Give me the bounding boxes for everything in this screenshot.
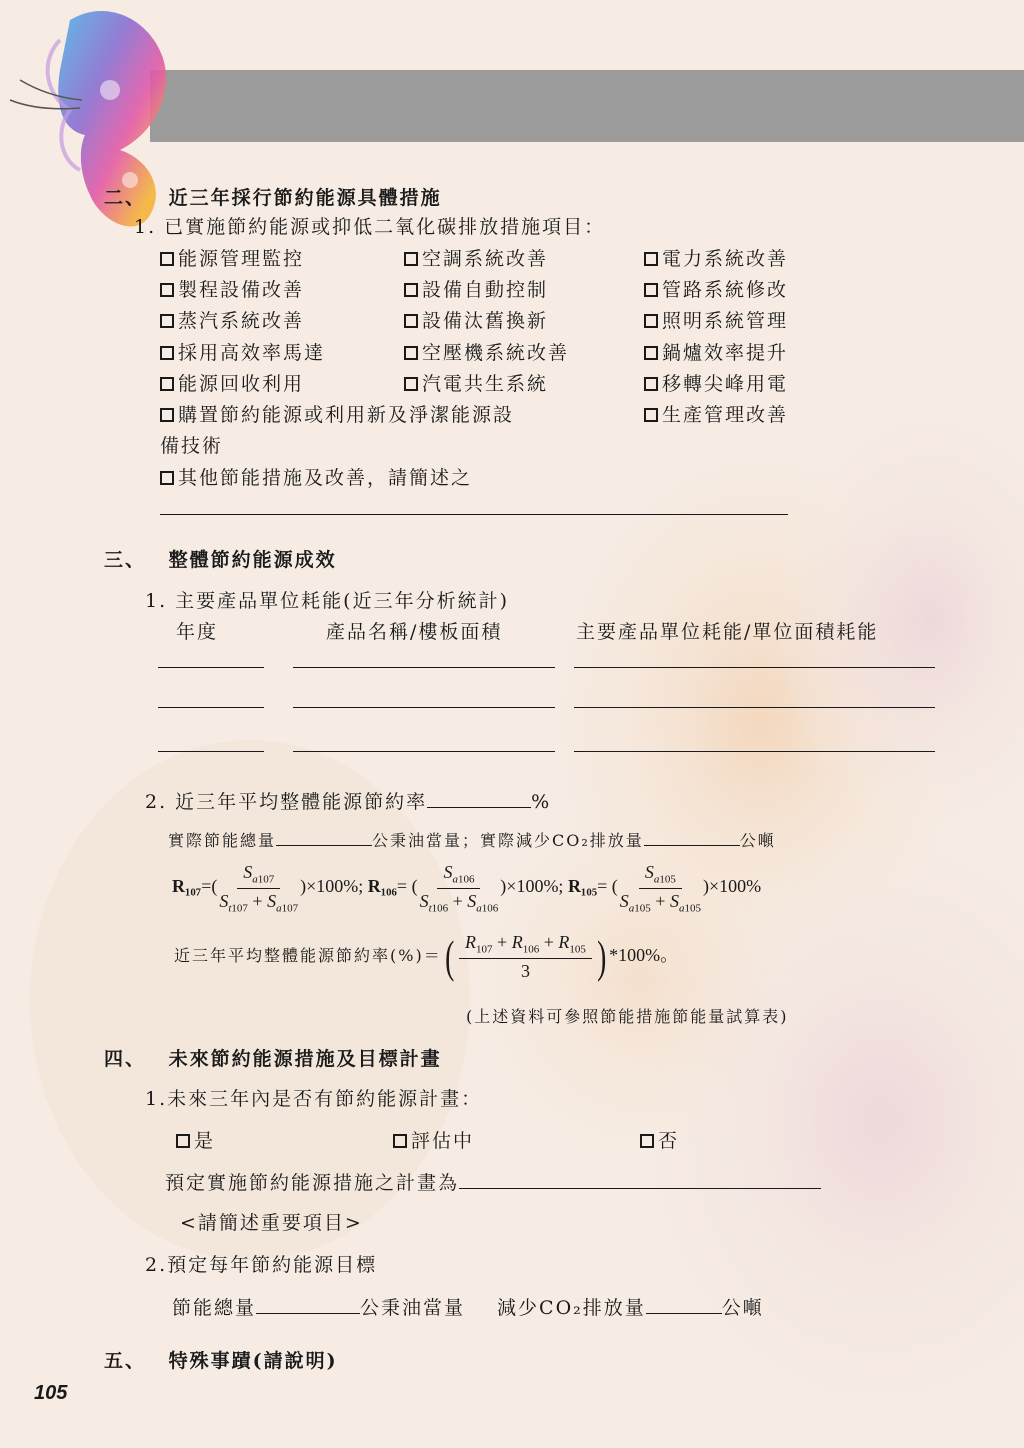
checkbox-icon[interactable]	[404, 314, 418, 328]
s3-item2: 2. 近三年平均整體能源節約率 %	[145, 791, 552, 813]
checkbox-icon[interactable]	[160, 377, 174, 391]
checkbox-option[interactable]: 電力系統改善	[644, 244, 788, 271]
checkbox-option[interactable]: 設備自動控制	[404, 275, 548, 302]
section-2-heading	[104, 183, 442, 210]
checkbox-icon[interactable]	[404, 283, 418, 297]
checkbox-option[interactable]: 空調系統改善	[404, 244, 548, 271]
product-input[interactable]	[293, 667, 555, 668]
checkbox-icon[interactable]	[160, 346, 174, 360]
product-input[interactable]	[293, 707, 555, 708]
s2-item1: 1. 已實施節約能源或抑低二氧化碳排放措施項目：	[134, 216, 606, 238]
checkbox-option[interactable]: 能源回收利用	[160, 369, 304, 396]
plan-evaluating-option[interactable]: 評估中	[393, 1126, 474, 1153]
year-input[interactable]	[158, 667, 264, 668]
s3-item1: 1. 主要產品單位耗能(近三年分析統計)	[145, 590, 509, 612]
checkbox-option[interactable]: 汽電共生系統	[404, 369, 548, 396]
year-input[interactable]	[158, 707, 264, 708]
average-rate-formula: 近三年平均整體能源節約率(%)＝( $\frac{R_{107} + R_{106} + R_{105}}{3}$ ) *100%。	[174, 930, 679, 982]
saving-rate-input[interactable]	[427, 793, 531, 808]
plan-hint: <請簡述重要項目>	[180, 1212, 363, 1234]
page-number: 105	[34, 1382, 68, 1404]
plan-description-line: 預定實施節約能源措施之計畫為	[165, 1168, 821, 1195]
checkbox-option[interactable]: 生產管理改善	[644, 400, 788, 427]
checkbox-icon[interactable]	[176, 1134, 190, 1148]
checkbox-option[interactable]: 蒸汽系統改善	[160, 306, 304, 333]
checkbox-icon[interactable]	[404, 377, 418, 391]
energy-input[interactable]	[574, 751, 935, 752]
checkbox-icon[interactable]	[160, 314, 174, 328]
product-input[interactable]	[293, 751, 555, 752]
checkbox-icon[interactable]	[644, 283, 658, 297]
column-header-energy: 主要產品單位耗能/單位面積耗能	[576, 621, 879, 643]
section-5-heading	[104, 1346, 338, 1373]
section-3-heading	[104, 545, 337, 572]
column-header-year: 年度	[176, 621, 219, 643]
checkbox-option[interactable]: 管路系統修改	[644, 275, 788, 302]
r105-fraction: $\frac{S_{a105}}{S_{a105} + S_{a105}}$	[619, 862, 701, 915]
r105-label: R₁₀₅	[567, 876, 598, 897]
average-fraction: $\frac{R_{107} + R_{106} + R_{105}}{3}$	[459, 932, 592, 982]
section-4-title: 未來節約能源措施及目標計畫	[168, 1048, 442, 1070]
checkbox-icon[interactable]	[160, 471, 174, 485]
checkbox-option[interactable]: 移轉尖峰用電	[644, 369, 788, 396]
section-4-number: 四、	[104, 1048, 147, 1070]
checkbox-option[interactable]: 照明系統管理	[644, 306, 788, 333]
r107-fraction: $\frac{S_{a107}}{S_{t107} + S_{a107}}$	[219, 862, 299, 915]
checkbox-icon[interactable]	[404, 346, 418, 360]
plan-description-input[interactable]	[459, 1174, 821, 1189]
r107-label: R₁₀₇	[172, 876, 202, 897]
checkbox-icon[interactable]	[393, 1134, 407, 1148]
checkbox-icon[interactable]	[644, 346, 658, 360]
target-savings-input[interactable]	[256, 1299, 360, 1314]
s4-item1: 1.未來三年內是否有節約能源計畫：	[145, 1088, 483, 1110]
checkbox-icon[interactable]	[160, 283, 174, 297]
energy-input[interactable]	[574, 667, 935, 668]
checkbox-icon[interactable]	[160, 408, 174, 422]
section-2-title: 近三年採行節約能源具體措施	[168, 187, 442, 209]
annual-target-line: 節能總量 公秉油當量 減少CO₂排放量 公噸	[172, 1297, 764, 1319]
checkbox-option[interactable]: 空壓機系統改善	[404, 338, 569, 365]
reference-note: (上述資料可參照節能措施節能量試算表)	[466, 1007, 789, 1026]
checkbox-option-other[interactable]: 其他節能措施及改善，請簡述之	[160, 463, 472, 490]
target-co2-input[interactable]	[646, 1299, 722, 1314]
section-3-title: 整體節約能源成效	[168, 549, 337, 571]
s4-item2: 2.預定每年節約能源目標	[145, 1254, 378, 1276]
saving-rate-formula: R₁₀₇=( $\frac{S_{a107}}{S_{t107} + S_{a107}}$ )×100%; R₁₀₆= ( $\frac{S_{a106}}{S_{t106} + S_{a106}}$ )×100%; R₁₀₅= ( $\frac{S_{a105}}{S_{a105} + S_{a105}}$ )×100%	[172, 862, 762, 915]
checkbox-option[interactable]: 製程設備改善	[160, 275, 304, 302]
r106-label: R₁₀₆	[367, 876, 397, 897]
section-5-title: 特殊事蹟(請說明)	[168, 1350, 338, 1372]
other-description-input[interactable]	[160, 514, 788, 515]
plan-no-option[interactable]: 否	[640, 1126, 679, 1153]
checkbox-icon[interactable]	[404, 252, 418, 266]
checkbox-option[interactable]: 設備汰舊換新	[404, 306, 548, 333]
checkbox-icon[interactable]	[640, 1134, 654, 1148]
checkbox-option-buy-equipment[interactable]: 購置節約能源或利用新及淨潔能源設	[160, 400, 514, 427]
checkbox-option-buy-equipment-cont: 備技術	[160, 435, 224, 457]
header-band	[150, 70, 1024, 142]
checkbox-option[interactable]: 鍋爐效率提升	[644, 338, 788, 365]
section-3-number: 三、	[104, 549, 147, 571]
actual-co2-input[interactable]	[644, 831, 740, 846]
section-5-number: 五、	[104, 1350, 147, 1372]
checkbox-icon[interactable]	[644, 408, 658, 422]
checkbox-icon[interactable]	[644, 252, 658, 266]
checkbox-option[interactable]: 採用高效率馬達	[160, 338, 325, 365]
actual-savings-line: 實際節能總量 公秉油當量；實際減少CO₂排放量 公噸	[168, 831, 776, 850]
section-2-number: 二、	[104, 187, 147, 209]
r106-fraction: $\frac{S_{a106}}{S_{t106} + S_{a106}}$	[419, 862, 499, 915]
actual-savings-input[interactable]	[276, 831, 372, 846]
plan-yes-option[interactable]: 是	[176, 1126, 215, 1153]
year-input[interactable]	[158, 751, 264, 752]
checkbox-icon[interactable]	[644, 314, 658, 328]
checkbox-icon[interactable]	[160, 252, 174, 266]
column-header-product: 產品名稱/樓板面積	[326, 621, 503, 643]
checkbox-icon[interactable]	[644, 377, 658, 391]
checkbox-option[interactable]: 能源管理監控	[160, 244, 304, 271]
energy-input[interactable]	[574, 707, 935, 708]
section-4-heading	[104, 1044, 442, 1071]
